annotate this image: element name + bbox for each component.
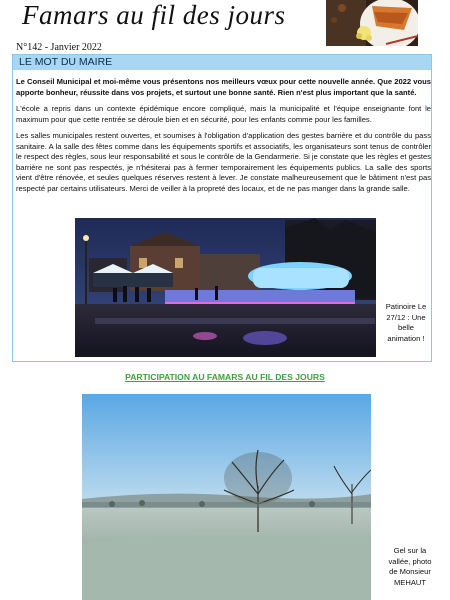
frost-valley-photo: [82, 394, 371, 600]
participation-heading: PARTICIPATION AU FAMARS AU FIL DES JOURS: [125, 372, 325, 382]
paragraph-ecole: L'école a repris dans un contexte épidémique encore compliqué, mais la municipalité et l'équipe enseignante font le maximum pour que cette rentrée se déroule bien et en sécurité, pour les enfants comme pour les familles.: [16, 104, 431, 124]
skating-rink-caption: Patinoire Le 27/12 : Une belle animation !: [385, 302, 427, 343]
paragraph-salles: Les salles municipales restent ouvertes, et soumises à l'obligation d'application des gestes barrière et du contrôle du pass sanitaire. A la salle des fêtes comme dans les équipements sportifs et associatifs, les organisateurs sont tenus de contrôler le respect des règles, sous leur responsabilité et sous le contrôle de la Gendarmerie. Si je constate que les règles et gestes barrière ne sont pas respectés, je n'hésiterai pas à fermer temporairement les équipements publics. La salle des sports vient d'être rénovée, et seules quelques réserves restent à lever. Je constate malheureusement que le bâtiment n'est pas respecté par certains utilisateurs. Merci de veiller à la propreté des locaux, et de ne pas manger dans la grande salle.: [16, 131, 431, 193]
mot-du-maire-heading: LE MOT DU MAIRE: [19, 56, 113, 68]
frost-valley-caption: Gel sur la vallée, photo de Monsieur MEHAUT: [388, 546, 432, 587]
paragraph-voeux: Le Conseil Municipal et moi-même vous présentons nos meilleurs vœux pour cette nouvelle année. Que 2022 vous apporte bonheur, réussite dans vos projets, et surtout une bonne santé. Rien n'est plus important que la santé.: [16, 77, 431, 97]
masthead-photo: [326, 0, 418, 46]
masthead-title: Famars au fil des jours: [22, 0, 286, 30]
mot-du-maire-header: [13, 55, 431, 70]
issue-line: N°142 - Janvier 2022: [16, 42, 102, 53]
skating-rink-photo: [75, 218, 376, 357]
